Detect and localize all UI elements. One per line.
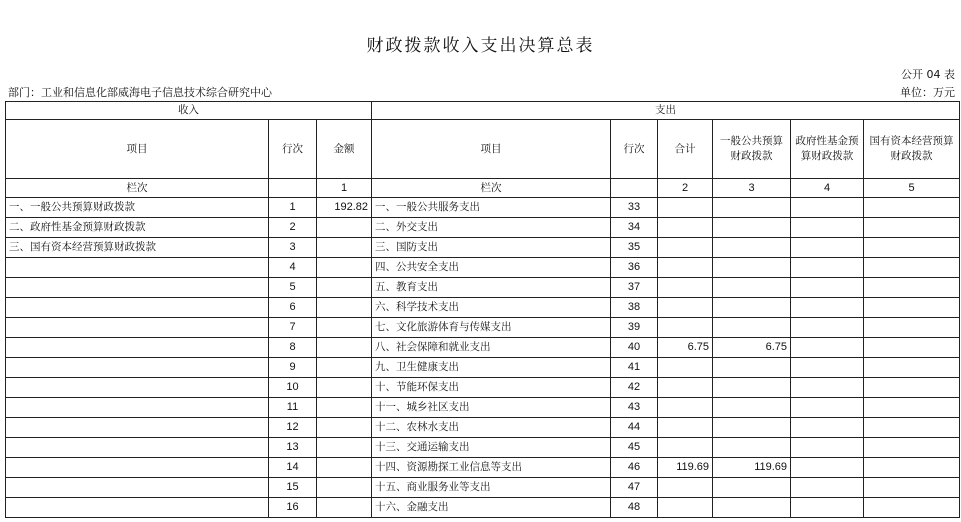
government-fund-cell <box>791 338 864 358</box>
total-cell <box>658 438 713 458</box>
state-capital-cell <box>864 358 960 378</box>
expenditure-line-cell: 39 <box>611 318 658 338</box>
expenditure-line-cell: 41 <box>611 358 658 378</box>
income-line-cell: 6 <box>269 298 317 318</box>
government-fund-header: 政府性基金预算财政拨款 <box>791 120 864 179</box>
expenditure-line-cell: 33 <box>611 198 658 218</box>
income-line-cell: 4 <box>269 258 317 278</box>
total-cell <box>658 318 713 338</box>
general-budget-cell <box>713 198 791 218</box>
income-amount-cell <box>317 398 372 418</box>
government-fund-cell <box>791 238 864 258</box>
index-empty-cell <box>611 179 658 198</box>
expenditure-item-cell: 十三、交通运输支出 <box>372 438 611 458</box>
expenditure-item-cell: 四、公共安全支出 <box>372 258 611 278</box>
income-line-cell: 15 <box>269 478 317 498</box>
government-fund-cell <box>791 278 864 298</box>
income-item-cell <box>6 378 269 398</box>
government-fund-cell <box>791 398 864 418</box>
general-budget-cell <box>713 238 791 258</box>
table-row <box>6 298 960 318</box>
income-amount-cell <box>317 358 372 378</box>
state-capital-cell <box>864 258 960 278</box>
state-capital-cell <box>864 278 960 298</box>
income-line-cell: 10 <box>269 378 317 398</box>
table-row <box>6 358 960 378</box>
income-amount-cell <box>317 318 372 338</box>
unit-label: 单位：万元 <box>900 86 955 99</box>
income-line-cell: 14 <box>269 458 317 478</box>
income-amount-cell <box>317 298 372 318</box>
expenditure-item-cell: 六、科学技术支出 <box>372 298 611 318</box>
state-capital-cell <box>864 218 960 238</box>
total-cell: 119.69 <box>658 458 713 478</box>
expenditure-item-cell: 九、卫生健康支出 <box>372 358 611 378</box>
expenditure-line-cell: 44 <box>611 418 658 438</box>
income-line-cell: 5 <box>269 278 317 298</box>
index-col-3: 3 <box>713 179 791 198</box>
income-amount-header: 金额 <box>317 120 372 179</box>
total-cell <box>658 258 713 278</box>
index-col-5: 5 <box>864 179 960 198</box>
income-line-cell: 16 <box>269 498 317 518</box>
index-label-left: 栏次 <box>6 179 269 198</box>
expenditure-item-cell: 五、教育支出 <box>372 278 611 298</box>
income-amount-cell: 192.82 <box>317 198 372 218</box>
table-row <box>6 338 960 358</box>
income-amount-cell <box>317 498 372 518</box>
state-capital-cell <box>864 378 960 398</box>
income-amount-cell <box>317 378 372 398</box>
income-section-header: 收入 <box>6 102 372 120</box>
income-line-cell: 12 <box>269 418 317 438</box>
income-line-cell: 8 <box>269 338 317 358</box>
expenditure-item-cell: 二、外交支出 <box>372 218 611 238</box>
expenditure-section-header: 支出 <box>372 102 960 120</box>
expenditure-line-cell: 38 <box>611 298 658 318</box>
general-budget-cell <box>713 418 791 438</box>
income-line-cell: 13 <box>269 438 317 458</box>
income-item-cell: 一、一般公共预算财政拨款 <box>6 198 269 218</box>
government-fund-cell <box>791 318 864 338</box>
general-budget-cell <box>713 218 791 238</box>
general-budget-cell <box>713 358 791 378</box>
general-budget-cell <box>713 478 791 498</box>
income-amount-cell <box>317 458 372 478</box>
income-line-cell: 9 <box>269 358 317 378</box>
index-col-4: 4 <box>791 179 864 198</box>
income-amount-cell <box>317 258 372 278</box>
table-row <box>6 258 960 278</box>
expenditure-item-cell: 三、国防支出 <box>372 238 611 258</box>
income-line-cell: 2 <box>269 218 317 238</box>
expenditure-line-cell: 37 <box>611 278 658 298</box>
expenditure-item-cell: 一、一般公共服务支出 <box>372 198 611 218</box>
total-cell <box>658 498 713 518</box>
total-cell <box>658 278 713 298</box>
general-budget-cell <box>713 298 791 318</box>
expenditure-item-header: 项目 <box>372 120 611 179</box>
income-item-cell <box>6 398 269 418</box>
general-budget-cell <box>713 378 791 398</box>
total-cell <box>658 218 713 238</box>
expenditure-line-cell: 36 <box>611 258 658 278</box>
table-row <box>6 398 960 418</box>
expenditure-line-cell: 40 <box>611 338 658 358</box>
state-capital-cell <box>864 338 960 358</box>
expenditure-line-cell: 46 <box>611 458 658 478</box>
total-cell <box>658 358 713 378</box>
table-row <box>6 218 960 238</box>
table-row <box>6 478 960 498</box>
index-col-2: 2 <box>658 179 713 198</box>
total-cell <box>658 378 713 398</box>
table-row <box>6 498 960 518</box>
table-row <box>6 378 960 398</box>
income-item-cell <box>6 458 269 478</box>
total-cell <box>658 298 713 318</box>
government-fund-cell <box>791 438 864 458</box>
income-item-cell: 二、政府性基金预算财政拨款 <box>6 218 269 238</box>
state-capital-cell <box>864 398 960 418</box>
state-capital-cell <box>864 458 960 478</box>
government-fund-cell <box>791 418 864 438</box>
expenditure-item-cell: 十六、金融支出 <box>372 498 611 518</box>
government-fund-cell <box>791 198 864 218</box>
income-line-cell: 3 <box>269 238 317 258</box>
state-capital-cell <box>864 498 960 518</box>
government-fund-cell <box>791 258 864 278</box>
state-capital-cell <box>864 418 960 438</box>
general-budget-cell <box>713 258 791 278</box>
expenditure-item-cell: 十二、农林水支出 <box>372 418 611 438</box>
expenditure-line-cell: 43 <box>611 398 658 418</box>
index-col-1: 1 <box>317 179 372 198</box>
income-item-cell <box>6 438 269 458</box>
table-row <box>6 278 960 298</box>
income-amount-cell <box>317 278 372 298</box>
report-title: 财政拨款收入支出决算总表 <box>366 36 595 56</box>
income-amount-cell <box>317 438 372 458</box>
government-fund-cell <box>791 498 864 518</box>
government-fund-cell <box>791 478 864 498</box>
total-cell <box>658 238 713 258</box>
general-budget-cell: 6.75 <box>713 338 791 358</box>
income-line-cell: 11 <box>269 398 317 418</box>
income-item-cell <box>6 298 269 318</box>
general-budget-cell: 119.69 <box>713 458 791 478</box>
total-cell <box>658 398 713 418</box>
total-cell: 6.75 <box>658 338 713 358</box>
income-item-cell <box>6 478 269 498</box>
state-capital-cell <box>864 438 960 458</box>
government-fund-cell <box>791 378 864 398</box>
budget-summary-table <box>5 101 960 518</box>
expenditure-item-cell: 十五、商业服务业等支出 <box>372 478 611 498</box>
income-line-header: 行次 <box>269 120 317 179</box>
state-capital-cell <box>864 198 960 218</box>
income-item-cell <box>6 318 269 338</box>
table-row <box>6 458 960 478</box>
income-line-cell: 7 <box>269 318 317 338</box>
income-amount-cell <box>317 338 372 358</box>
income-item-cell <box>6 358 269 378</box>
index-empty-cell <box>269 179 317 198</box>
income-item-cell <box>6 258 269 278</box>
expenditure-line-header: 行次 <box>611 120 658 179</box>
total-header: 合计 <box>658 120 713 179</box>
income-amount-cell <box>317 478 372 498</box>
expenditure-line-cell: 42 <box>611 378 658 398</box>
government-fund-cell <box>791 218 864 238</box>
income-item-cell <box>6 498 269 518</box>
income-item-header: 项目 <box>6 120 269 179</box>
state-capital-cell <box>864 478 960 498</box>
form-number: 公开 04 表 <box>901 68 955 81</box>
state-capital-header: 国有资本经营预算财政拨款 <box>864 120 960 179</box>
income-item-cell <box>6 418 269 438</box>
income-line-cell: 1 <box>269 198 317 218</box>
general-budget-header: 一般公共预算财政拨款 <box>713 120 791 179</box>
income-item-cell: 三、国有资本经营预算财政拨款 <box>6 238 269 258</box>
index-label-right: 栏次 <box>372 179 611 198</box>
expenditure-item-cell: 十一、城乡社区支出 <box>372 398 611 418</box>
expenditure-line-cell: 35 <box>611 238 658 258</box>
expenditure-line-cell: 47 <box>611 478 658 498</box>
total-cell <box>658 478 713 498</box>
income-amount-cell <box>317 218 372 238</box>
general-budget-cell <box>713 438 791 458</box>
general-budget-cell <box>713 398 791 418</box>
expenditure-line-cell: 48 <box>611 498 658 518</box>
table-row <box>6 318 960 338</box>
government-fund-cell <box>791 358 864 378</box>
state-capital-cell <box>864 298 960 318</box>
total-cell <box>658 198 713 218</box>
income-item-cell <box>6 338 269 358</box>
expenditure-item-cell: 七、文化旅游体育与传媒支出 <box>372 318 611 338</box>
state-capital-cell <box>864 318 960 338</box>
expenditure-line-cell: 34 <box>611 218 658 238</box>
state-capital-cell <box>864 238 960 258</box>
table-row <box>6 238 960 258</box>
expenditure-line-cell: 45 <box>611 438 658 458</box>
income-amount-cell <box>317 238 372 258</box>
table-row <box>6 438 960 458</box>
expenditure-item-cell: 八、社会保障和就业支出 <box>372 338 611 358</box>
government-fund-cell <box>791 458 864 478</box>
table-row <box>6 418 960 438</box>
expenditure-item-cell: 十、节能环保支出 <box>372 378 611 398</box>
total-cell <box>658 418 713 438</box>
general-budget-cell <box>713 498 791 518</box>
income-amount-cell <box>317 418 372 438</box>
general-budget-cell <box>713 318 791 338</box>
expenditure-item-cell: 十四、资源勘探工业信息等支出 <box>372 458 611 478</box>
general-budget-cell <box>713 278 791 298</box>
table-row <box>6 198 960 218</box>
government-fund-cell <box>791 298 864 318</box>
income-item-cell <box>6 278 269 298</box>
department-label: 部门：工业和信息化部威海电子信息技术综合研究中心 <box>8 86 272 99</box>
